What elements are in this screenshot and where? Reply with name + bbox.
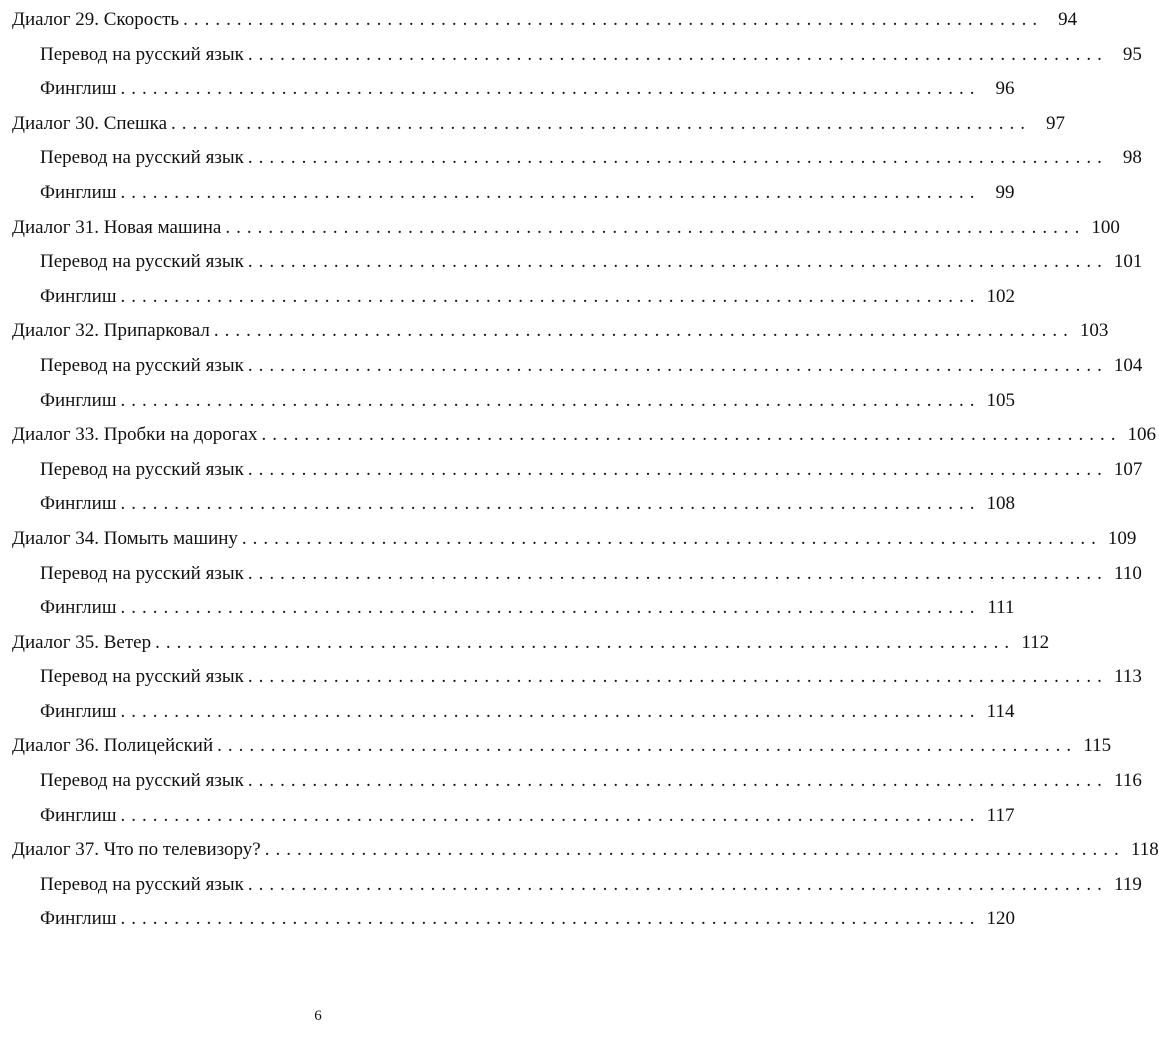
toc-entry-page: 114 [986, 700, 1015, 722]
toc-entry-page: 112 [1021, 631, 1050, 653]
toc-entry-title: Диалог 33. Пробки на дорогах [12, 418, 262, 453]
toc-entry-title: Финглиш [40, 591, 120, 626]
dot-leader: ................................................................................ [120, 181, 981, 203]
dot-leader: ................................................................................ [247, 354, 1108, 376]
toc-entry-title: Диалог 37. Что по телевизору? [12, 833, 265, 868]
dot-leader: ................................................................................ [225, 216, 1086, 238]
toc-entry-page: 109 [1107, 527, 1137, 549]
toc-entry-title: Перевод на русский язык [40, 557, 248, 592]
toc-entry-page: 99 [995, 181, 1015, 203]
toc-entry-page: 94 [1058, 9, 1078, 30]
toc-entry[interactable] [12, 211, 1120, 246]
toc-entry-page: 119 [1114, 873, 1142, 895]
dot-leader: ................................................................................ [247, 562, 1108, 584]
toc-subentry[interactable] [12, 764, 1142, 799]
toc-entry-title: Перевод на русский язык [40, 453, 248, 488]
toc-subentry[interactable] [12, 902, 1015, 937]
dot-leader: ................................................................................ [247, 147, 1108, 169]
toc-entry-page: 117 [986, 804, 1015, 826]
dot-leader: ................................................................................ [264, 839, 1125, 861]
toc-subentry[interactable] [12, 557, 1142, 592]
toc-entry[interactable] [12, 314, 1109, 349]
toc-entry-page: 113 [1114, 666, 1142, 688]
dot-leader: ................................................................................ [120, 700, 981, 722]
toc-entry-title: Перевод на русский язык [40, 245, 248, 280]
toc-subentry[interactable] [12, 245, 1143, 280]
toc-subentry[interactable] [12, 38, 1142, 73]
toc-entry-title: Финглиш [40, 695, 120, 730]
toc-entry-page: 100 [1091, 216, 1120, 238]
dot-leader: ................................................................................ [247, 43, 1108, 65]
toc-entry-title: Диалог 30. Спешка [12, 107, 171, 142]
dot-leader: ................................................................................ [247, 458, 1108, 480]
toc-entry-page: 116 [1114, 770, 1142, 792]
dot-leader: ................................................................................ [247, 873, 1108, 895]
toc-entry[interactable] [12, 3, 1078, 38]
toc-entry-page: 120 [986, 908, 1015, 930]
toc-entry[interactable] [12, 833, 1159, 868]
dot-leader: ................................................................................ [155, 631, 1016, 653]
toc-subentry[interactable] [12, 591, 1015, 626]
toc-entry-title: Финглиш [40, 72, 120, 107]
toc-entry-title: Диалог 32. Припарковал [12, 314, 214, 349]
dot-leader: ................................................................................ [120, 285, 981, 307]
toc-subentry[interactable] [12, 487, 1015, 522]
toc-entry-title: Финглиш [40, 799, 120, 834]
toc-entry-title: Финглиш [40, 280, 120, 315]
dot-leader: ................................................................................ [241, 527, 1102, 549]
dot-leader: ................................................................................ [247, 666, 1108, 688]
toc-entry-title: Перевод на русский язык [40, 764, 248, 799]
toc-subentry[interactable] [12, 176, 1015, 211]
dot-leader: ................................................................................ [261, 424, 1122, 446]
toc-subentry[interactable] [12, 72, 1015, 107]
dot-leader: ................................................................................ [213, 320, 1074, 342]
toc-entry[interactable] [12, 522, 1137, 557]
toc-subentry[interactable] [12, 695, 1015, 730]
toc-entry-page: 95 [1122, 43, 1142, 65]
toc-entry-page: 118 [1130, 839, 1159, 861]
toc-subentry[interactable] [12, 868, 1142, 903]
toc-entry-title: Финглиш [40, 487, 120, 522]
dot-leader: ................................................................................ [183, 9, 1044, 30]
dot-leader: ................................................................................ [171, 112, 1032, 134]
toc-entry-title: Диалог 36. Полицейский [12, 729, 217, 764]
toc-entry-page: 102 [986, 285, 1015, 307]
toc-entry-title: Финглиш [40, 902, 120, 937]
dot-leader: ................................................................................ [247, 251, 1108, 273]
toc-entry-page: 101 [1113, 251, 1143, 273]
toc-entry-page: 103 [1079, 320, 1109, 342]
toc-subentry[interactable] [12, 280, 1015, 315]
dot-leader: ................................................................................ [217, 735, 1078, 757]
page-number: 6 [314, 1008, 322, 1024]
toc-entry-page: 110 [1114, 562, 1142, 584]
toc-entry[interactable] [12, 107, 1066, 142]
toc-subentry[interactable] [12, 384, 1015, 419]
toc-entry-page: 106 [1127, 424, 1157, 446]
dot-leader: ................................................................................ [120, 908, 981, 930]
toc-entry-title: Диалог 35. Ветер [12, 626, 155, 661]
toc-entry-title: Диалог 31. Новая машина [12, 211, 225, 246]
toc-entry-page: 105 [986, 389, 1015, 411]
toc-entry-title: Перевод на русский язык [40, 38, 248, 73]
toc-subentry[interactable] [12, 799, 1015, 834]
toc-entry-title: Финглиш [40, 176, 120, 211]
toc-entry-page: 108 [986, 493, 1015, 515]
dot-leader: ................................................................................ [120, 804, 981, 826]
toc-entry-page: 115 [1083, 735, 1112, 757]
toc-entry-page: 104 [1113, 354, 1143, 376]
toc-entry-title: Диалог 29. Скорость [12, 3, 183, 38]
toc-entry-title: Диалог 34. Помыть машину [12, 522, 242, 557]
dot-leader: ................................................................................ [120, 78, 981, 100]
toc-entry[interactable] [12, 626, 1050, 661]
toc-entry-title: Перевод на русский язык [40, 141, 248, 176]
toc-entry-page: 111 [987, 597, 1015, 619]
toc-subentry[interactable] [12, 660, 1142, 695]
toc-entry[interactable] [12, 729, 1112, 764]
dot-leader: ................................................................................ [120, 389, 981, 411]
toc-entry-title: Финглиш [40, 384, 120, 419]
toc-subentry[interactable] [12, 141, 1142, 176]
dot-leader: ................................................................................ [120, 493, 981, 515]
table-of-contents [12, 3, 1159, 937]
toc-entry-title: Перевод на русский язык [40, 660, 248, 695]
dot-leader: ................................................................................ [247, 770, 1108, 792]
dot-leader: ................................................................................ [120, 597, 981, 619]
toc-entry-page: 98 [1122, 147, 1142, 169]
toc-entry-title: Перевод на русский язык [40, 868, 248, 903]
toc-entry-page: 97 [1046, 112, 1066, 134]
toc-subentry[interactable] [12, 349, 1143, 384]
toc-entry[interactable] [12, 418, 1157, 453]
toc-entry-title: Перевод на русский язык [40, 349, 248, 384]
toc-entry-page: 107 [1113, 458, 1143, 480]
toc-subentry[interactable] [12, 453, 1143, 488]
toc-entry-page: 96 [995, 78, 1015, 100]
